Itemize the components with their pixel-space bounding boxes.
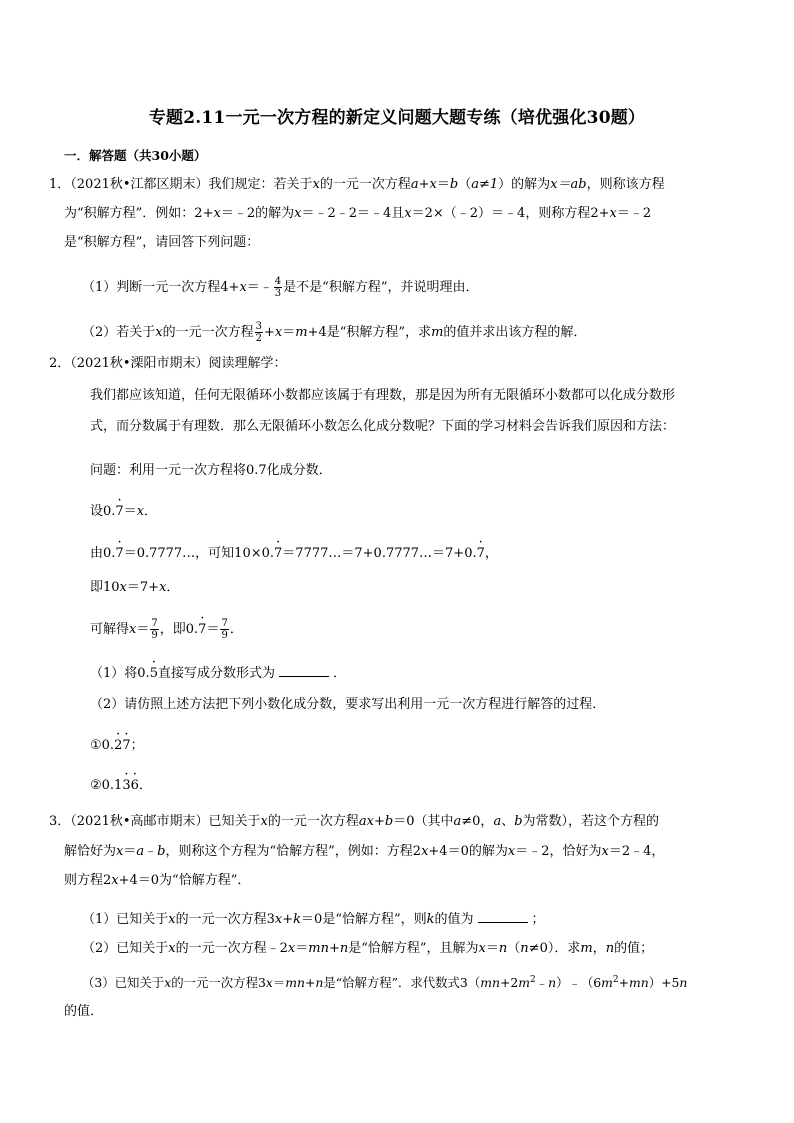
q2-para-1: 我们都应该知道，任何无限循环小数都应该属于有理数，那是因为所有无限循环小数都可以化成分数形 [90,388,676,403]
q1-sub-1: （1）判断一元一次方程4+x＝﹣ $\frac{4}{3}$ 是不是“积解方程”，并说明理由． [82,276,479,299]
q2-sub-2: （2）请仿照上述方法把下列小数化成分数，要求写出利用一元一次方程进行解答的过程． [90,697,606,712]
q2-set: 设0.· 7＝x． [90,503,157,521]
q2-case-1: ①0.· 2· 7； [90,737,144,755]
q2-para-2: 式，而分数属于有理数．那么无限循环小数怎么化成分数呢？下面的学习材料会告诉我们原因和方法： [90,419,676,434]
fraction-4-3: $\frac{4}{3}$ [274,276,282,299]
section-heading: 一．解答题（共30小题） [64,148,207,163]
q2-line-1: 2．（2021秋•溧阳市期末）阅读理解学： [49,356,287,371]
page-title: 专题2.11一元一次方程的新定义问题大题专练（培优强化30题） [148,108,646,128]
q3-line-1: 3．（2021秋•高邮市期末）已知关于x的一元一次方程ax+b＝0（其中a≠0，a、b为常数），若这个方程的 [49,814,660,829]
q3-line-3: 则方程2x+4＝0为“恰解方程”． [64,873,251,888]
q3-line-2: 解恰好为x＝a﹣b，则称这个方程为“恰解方程”，例如：方程2x+4＝0的解为x＝﹣2，恰好为x＝2﹣4， [64,844,665,859]
q2-problem: 问题：利用一元一次方程将0.7化成分数． [90,463,332,478]
q3-sub-2: （2）已知关于x的一元一次方程﹣2x＝mn+n是“恰解方程”，且解为x＝n（n≠0）．求m，n的值； [82,941,654,956]
q3-sub-1: （1）已知关于x的一元一次方程3x+k＝0是“恰解方程”，则k的值为 ； [82,912,545,927]
q2-sub-1: （1）将0.· 5直接写成分数形式为 ． [90,664,346,683]
answer-blank[interactable] [279,664,329,677]
q2-derivation: 由0.· 7＝0.7777…，可知10×0.· 7＝7777…＝7+0.7777…＝7+0.· 7， [90,545,498,563]
q1-line-3: 是“积解方程”，请回答下列问题： [64,235,260,250]
q1-sub-2: （2）若关于x的一元一次方程 $\frac{3}{2}$ +x＝m+4是“积解方程”，求m的值并求出该方程的解． [82,321,587,344]
fraction-7-9-b: $\frac{7}{9}$ [221,618,228,641]
fraction-3-2: $\frac{3}{2}$ [255,321,263,344]
q3-sub-3: （3）已知关于x的一元一次方程3x＝mn+n是“恰解方程”．求代数式$3(mn+2m^2﹣n)﹣(6m^2+mn)+5n$ [82,975,688,991]
q3-sub-3-end: 的值． [64,1004,104,1019]
q2-solution: 可解得x＝ $\frac{7}{9}$ ，即0.· 7＝ $\frac{7}{9}$ ． [90,618,243,641]
q1-line-2: 为“积解方程”．例如：2+x＝﹣2的解为x＝﹣2﹣2＝﹣4且x＝2×（﹣2）＝﹣4，则称方程2+x＝﹣2 [64,206,652,221]
fraction-7-9: $\frac{7}{9}$ [151,618,158,641]
q1-line-1: 1．（2021秋•江都区期末）我们规定：若关于x的一元一次方程a+x＝b（a≠1）的解为x＝ab，则称该方程 [49,177,665,192]
q2-case-2: ②0.1· 3· 6． [90,777,152,795]
q2-equation: 即10x＝7+x． [90,580,180,595]
answer-blank-k[interactable] [478,910,528,923]
